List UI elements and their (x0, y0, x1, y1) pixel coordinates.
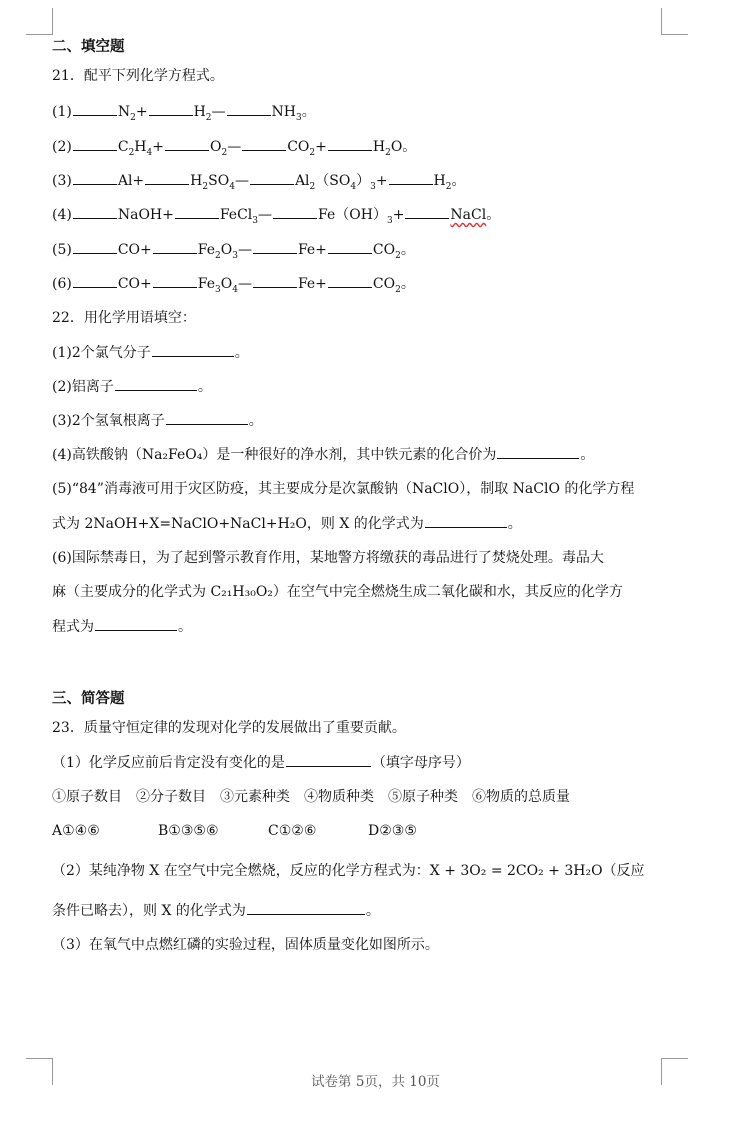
corner-mark-top-left (26, 8, 53, 35)
corner-mark-top-right (661, 8, 688, 35)
q22-item-4 (52, 444, 594, 465)
answer-blank[interactable] (328, 136, 372, 151)
q21-item-3: (3) $Al+ H_2SO_4—$ $Al_2(SO_4)_3+ H_2$。 (52, 170, 466, 191)
q23-option-c[interactable]: C①②⑥ (268, 823, 317, 839)
answer-blank[interactable] (425, 513, 507, 528)
q21-item-6: (6) $CO+ Fe_3O_4—$ $Fe+ CO_2$。 (52, 273, 415, 294)
answer-blank[interactable] (405, 204, 449, 219)
q22-item-4-text: (4)高铁酸钠（Na₂FeO₄）是一种很好的净水剂，其中铁元素的化合价为 (52, 447, 497, 463)
q21-item-2: (2) $C_2H_4+$ $O_2—$ $CO_2+ H_2O$。 (52, 136, 416, 157)
q22-item-5-line-2 (52, 513, 522, 534)
answer-blank[interactable] (273, 204, 317, 219)
answer-blank[interactable] (165, 136, 209, 151)
period: 。 (507, 516, 522, 532)
q21-stem: 21．配平下列化学方程式。 (52, 68, 224, 84)
answer-blank[interactable] (497, 444, 579, 459)
q23-option-b[interactable]: B①③⑤⑥ (158, 823, 219, 839)
answer-blank[interactable] (247, 900, 365, 915)
page-footer: 试卷第 5页，共 10页 (311, 1074, 440, 1090)
answer-blank[interactable] (73, 204, 117, 219)
q22-item-2-text: (2)铝离子 (52, 379, 114, 395)
answer-blank[interactable] (328, 273, 372, 288)
q22-item-6-line-1: (6)国际禁毒日，为了起到警示教育作用，某地警方将缴获的毒品进行了焚烧处理。毒品大 (52, 550, 604, 566)
answer-blank[interactable] (286, 752, 371, 767)
q22-item-1 (52, 342, 249, 363)
answer-blank[interactable] (145, 170, 189, 185)
answer-blank[interactable] (152, 342, 234, 357)
answer-blank[interactable] (73, 136, 117, 151)
q23-part-2-line-1: （2）某纯净物 X 在空气中完全燃烧，反应的化学方程式为：X + 3O₂ = 2CO₂ + 3H₂O（反应 (52, 863, 645, 879)
answer-blank[interactable] (242, 136, 286, 151)
period: 。 (365, 903, 380, 919)
q23-part-2-line-2 (52, 900, 380, 921)
answer-blank[interactable] (115, 376, 197, 391)
answer-blank[interactable] (166, 410, 248, 425)
answer-blank[interactable] (73, 273, 117, 288)
answer-blank[interactable] (227, 101, 271, 116)
q23-part-3: （3）在氧气中点燃红磷的实验过程，固体质量变化如图所示。 (52, 937, 439, 953)
q21-item-4: (4) NaOH+ FeCl$_3$— $Fe(OH)_3+$ NaCl。 (52, 204, 500, 225)
q23-part-1-tail: （填字母序号） (371, 755, 470, 771)
q22-item-5-text: 式为 2NaOH+X=NaClO+NaCl+H₂O，则 X 的化学式为 (52, 516, 424, 532)
answer-blank[interactable] (73, 239, 117, 254)
period: 。 (248, 413, 263, 429)
section-title-fill-blank: 二、填空题 (52, 38, 125, 55)
answer-blank[interactable] (149, 101, 193, 116)
q22-item-6-line-2: 麻（主要成分的化学式为 C₂₁H₃₀O₂）在空气中完全燃烧生成二氧化碳和水，其反应的化学方 (52, 584, 623, 600)
q22-item-2 (52, 376, 212, 397)
q21-item-5: (5) $CO+ Fe_2O_3—$ $Fe+ CO_2$。 (52, 239, 415, 260)
answer-blank[interactable] (153, 273, 197, 288)
period: 。 (197, 379, 212, 395)
period: 。 (178, 619, 192, 635)
q23-stem: 23．质量守恒定律的发现对化学的发展做出了重要贡献。 (52, 720, 406, 736)
q23-part-1 (52, 752, 470, 773)
answer-blank[interactable] (253, 239, 297, 254)
answer-blank[interactable] (73, 101, 117, 116)
section-title-short-answer: 三、简答题 (52, 690, 125, 707)
q22-item-3 (52, 410, 263, 431)
q21-item-1: (1) $N_2+$ $H_2—$ $NH_3$。 (52, 101, 316, 122)
q23-choice-list: ①原子数目 ②分子数目 ③元素种类 ④物质种类 ⑤原子种类 ⑥物质的总质量 (52, 789, 570, 805)
answer-blank[interactable] (328, 239, 372, 254)
q22-item-5-line-1: (5)“84”消毒液可用于灾区防疫，其主要成分是次氯酸钠（NaClO），制取 NaClO 的化学方程 (52, 481, 635, 497)
answer-blank[interactable] (175, 204, 219, 219)
q23-option-a[interactable]: A①④⑥ (52, 823, 100, 839)
answer-blank[interactable] (253, 273, 297, 288)
answer-blank[interactable] (389, 170, 433, 185)
q22-item-6-text: 程式为 (52, 619, 94, 635)
answer-blank[interactable] (73, 170, 117, 185)
q22-stem: 22．用化学用语填空： (52, 310, 196, 326)
period: 。 (234, 345, 249, 361)
answer-blank[interactable] (250, 170, 294, 185)
q23-part-2-text: 条件已略去），则 X 的化学式为 (52, 903, 246, 919)
q23-option-d[interactable]: D②③⑤ (368, 823, 417, 839)
q22-item-1-text: (1)2个氯气分子 (52, 345, 151, 361)
q22-item-6-line-3 (52, 616, 192, 637)
q23-part-1-text: （1）化学反应前后肯定没有变化的是 (52, 755, 285, 771)
q22-item-3-text: (3)2个氢氧根离子 (52, 413, 165, 429)
answer-blank[interactable] (153, 239, 197, 254)
answer-blank[interactable] (95, 616, 177, 631)
period: 。 (580, 447, 595, 463)
